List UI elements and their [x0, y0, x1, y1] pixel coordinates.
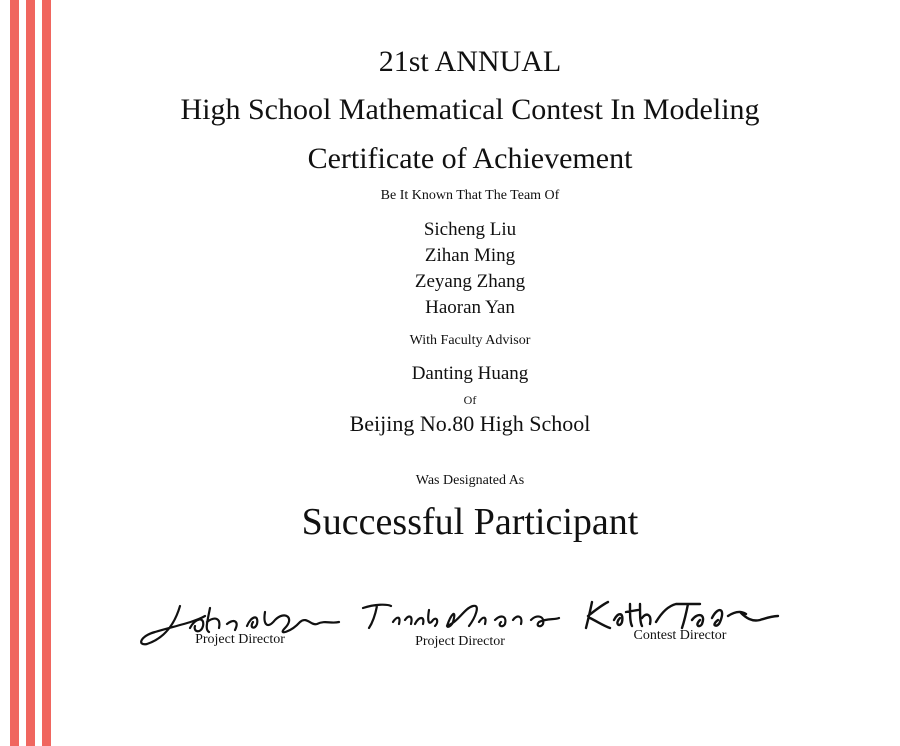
- signature-3-image: [580, 598, 780, 632]
- team-member: Sicheng Liu: [423, 219, 517, 240]
- signature-2-image: [355, 598, 565, 638]
- signature-block-2: [355, 598, 565, 650]
- team-member: Haoran Yan: [425, 297, 515, 318]
- signature-block-3: [580, 598, 780, 644]
- certificate-title: Certificate of Achievement: [307, 142, 633, 175]
- signature-1-caption: Project Director: [195, 632, 285, 647]
- team-intro: Be It Known That The Team Of: [380, 188, 560, 203]
- decorative-stripe-2: [26, 0, 35, 746]
- school-name: Beijing No.80 High School: [349, 411, 591, 436]
- designation-award: Successful Participant: [301, 501, 639, 543]
- contest-name: High School Mathematical Contest In Modeling: [180, 93, 760, 126]
- team-member: Zeyang Zhang: [414, 271, 526, 292]
- signature-3-caption: Contest Director: [633, 628, 727, 643]
- contest-edition: 21st ANNUAL: [378, 45, 562, 78]
- team-member: Zihan Ming: [424, 245, 516, 266]
- decorative-stripe-3: [42, 0, 51, 746]
- designation-intro: Was Designated As: [415, 473, 525, 488]
- advisor-intro: With Faculty Advisor: [409, 333, 531, 348]
- decorative-stripe-1: [10, 0, 19, 746]
- signature-2-caption: Project Director: [415, 634, 505, 649]
- advisor-name: Danting Huang: [411, 363, 529, 384]
- of-label: Of: [463, 393, 477, 407]
- signature-block-1: [130, 598, 350, 648]
